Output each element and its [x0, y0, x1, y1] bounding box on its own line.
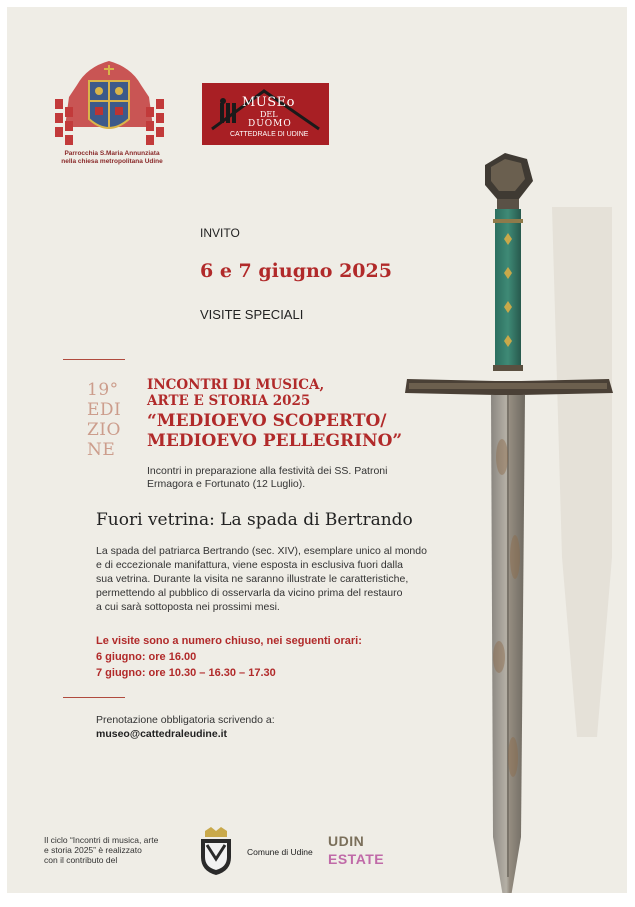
sword-illustration: [387, 137, 627, 893]
visite-speciali-label: VISITE SPECIALI: [200, 307, 304, 322]
schedule-day-2: 7 giugno: ore 10.30 – 16.30 – 17.30: [96, 667, 276, 679]
parish-caption-line: Parrocchia S.Maria Annunziata: [64, 150, 160, 157]
series-subtitle-line: Ermagora e Fortunato (12 Luglio).: [147, 478, 306, 490]
comune-udine-label: Comune di Udine: [247, 847, 313, 857]
description-line: a cui sarà sottoposta nei prossimi mesi.: [96, 601, 280, 613]
sponsor-credit: [44, 835, 179, 865]
edition-line: 19°: [87, 380, 119, 400]
schedule-day-1: 6 giugno: ore 16.00: [96, 651, 197, 663]
divider-top: [63, 359, 125, 360]
museo-title: MUSEo: [242, 95, 295, 110]
invitation-poster: [7, 7, 627, 893]
credit-line: con il contributo del: [44, 855, 118, 865]
edition-line: ZIO: [87, 420, 121, 440]
event-dates: 6 e 7 giugno 2025: [200, 260, 392, 282]
series-title-line: ARTE E STORIA 2025: [147, 393, 311, 409]
event-description: [96, 544, 456, 614]
booking-info: [96, 713, 456, 741]
description-line: permettendo al pubblico di osservarla da vicino prima del restauro: [96, 587, 403, 599]
series-title: [147, 377, 324, 409]
series-theme-line: MEDIOEVO PELLEGRINO”: [147, 431, 403, 451]
series-theme: [147, 411, 402, 451]
parish-caption: [47, 150, 177, 166]
estate-text: ESTATE: [328, 851, 385, 867]
museo-subtitle: CATTEDRALE DI UDINE: [230, 131, 309, 138]
udin-estate-logo: [328, 831, 385, 873]
description-line: La spada del patriarca Bertrando (sec. XIV), esemplare unico al mondo: [96, 545, 427, 557]
museo-duomo-logo: [202, 83, 329, 145]
booking-email-link[interactable]: museo@cattedraleudine.it: [96, 728, 228, 740]
schedule-intro: Le visite sono a numero chiuso, nei seguenti orari:: [96, 635, 362, 647]
event-schedule: [96, 633, 456, 681]
udin-text: UDIN: [328, 833, 365, 849]
parish-caption-line: nella chiesa metropolitana Udine: [61, 158, 163, 165]
edition-line: NE: [87, 440, 116, 460]
divider-bottom: [63, 697, 125, 698]
credit-line: e storia 2025” è realizzato: [44, 845, 142, 855]
series-title-line: INCONTRI DI MUSICA,: [147, 377, 325, 393]
event-title: Fuori vetrina: La spada di Bertrando: [96, 510, 413, 530]
comune-crest-logo: [197, 825, 235, 877]
series-theme-line: “MEDIOEVO SCOPERTO/: [147, 411, 387, 431]
edition-line: EDI: [87, 400, 122, 420]
credit-line: Il ciclo “Incontri di musica, arte: [44, 835, 159, 845]
description-line: sua vetrina. Durante la visita ne saranno illustrate le caratteristiche,: [96, 573, 409, 585]
description-line: e di eccezionale manifattura, viene esposta in esclusiva fuori dalla: [96, 559, 404, 571]
parish-crest-logo: [47, 57, 172, 152]
booking-label: Prenotazione obbligatoria scrivendo a:: [96, 714, 275, 726]
invito-label: INVITO: [200, 226, 240, 240]
series-subtitle-line: Incontri in preparazione alla festività dei SS. Patroni: [147, 465, 388, 477]
museo-del: DEL: [260, 110, 278, 119]
series-subtitle: [147, 465, 437, 491]
edition-number: [87, 380, 137, 460]
museo-duomo: DUOMO: [248, 119, 292, 129]
